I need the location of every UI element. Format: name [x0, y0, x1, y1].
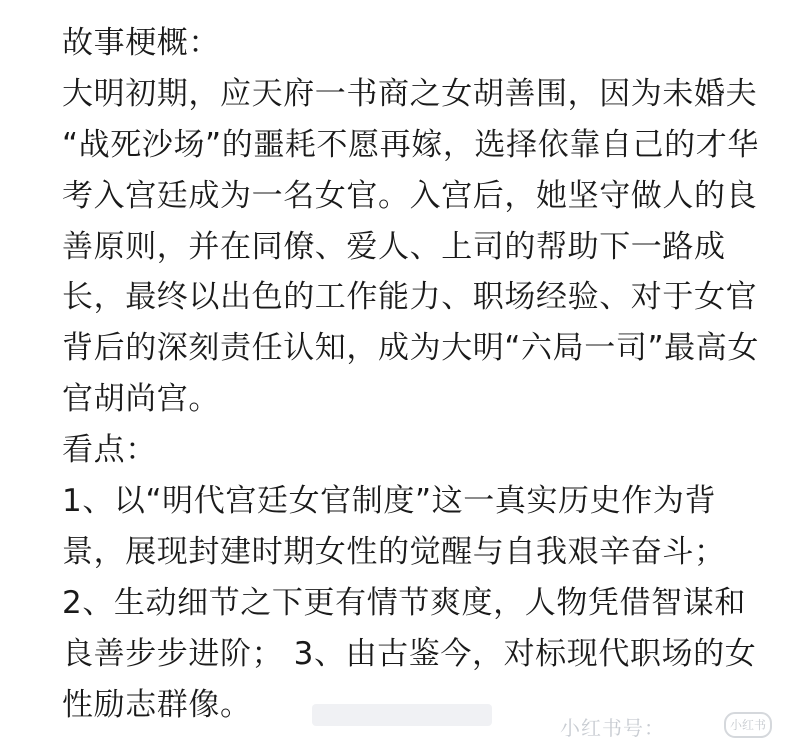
text-line: 1、以“明代宫廷女官制度”这一真实历史作为背 — [62, 483, 717, 520]
text-line: 2、生动细节之下更有情节爽度，人物凭借智谋和 — [62, 584, 746, 621]
text-line: 背后的深刻责任认知，成为大明“六局一司”最高女 — [62, 330, 759, 367]
text-line: 考入宫廷成为一名女官。入宫后，她坚守做人的良 — [62, 177, 758, 214]
text-line: 官胡尚宫。 — [62, 381, 220, 418]
heading-synopsis: 故事梗概： — [62, 25, 220, 61]
watermark-text: 小红书号： — [560, 716, 665, 740]
text-line: 景，展现封建时期女性的觉醒与自我艰辛奋斗； — [62, 533, 726, 570]
watermark-badge: 小红书 — [724, 712, 772, 738]
text-line: “战死沙场”的噩耗不愿再嫁，选择依靠自己的才华 — [62, 126, 759, 163]
text-line: 善原则，并在同僚、爱人、上司的帮助下一路成 — [62, 228, 726, 265]
text-line: 大明初期，应天府一书商之女胡善围，因为未婚夫 — [62, 75, 758, 112]
document-body — [62, 18, 792, 730]
blurred-watermark-bar — [312, 704, 492, 726]
text-line: 性励志群像。 — [62, 686, 252, 723]
text-line: 长，最终以出色的工作能力、职场经验、对于女官 — [62, 279, 758, 316]
text-line: 良善步步进阶； 3、由古鉴今，对标现代职场的女 — [62, 635, 757, 672]
heading-highlights: 看点： — [62, 432, 157, 469]
